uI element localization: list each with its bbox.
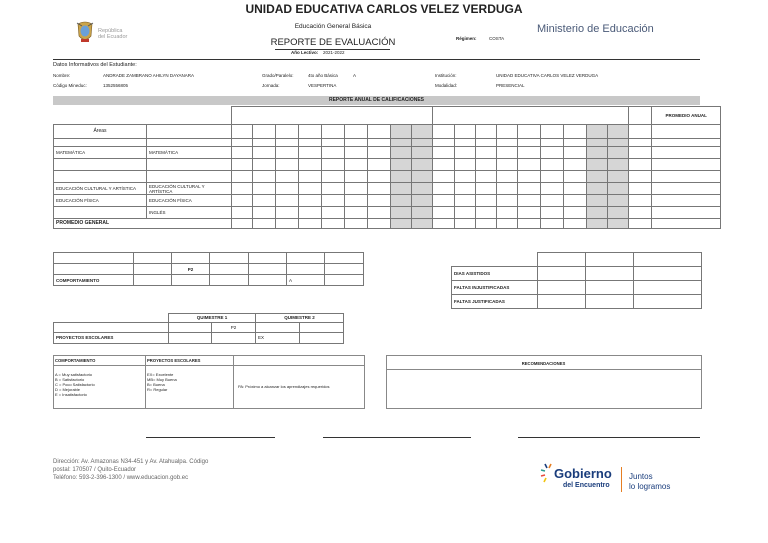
behavior-label: COMPORTAMIENTO: [54, 275, 134, 286]
legend-comp-item: D = Mejorable: [55, 387, 81, 392]
area-cell: [54, 207, 147, 219]
logo-divider: [621, 467, 622, 492]
institution-value: UNIDAD EDUCATIVA CARLOS VELEZ VERDUGA: [496, 73, 599, 78]
legend-proj-item: MB= Muy Buena: [147, 377, 177, 382]
projects-label: PROYECTOS ESCOLARES: [54, 332, 169, 343]
legend-paa: PA: Próximo a alcanzar los aprendizajes requeridos: [238, 384, 330, 389]
subject-cell: EDUCACIÓN FÍSICA: [147, 195, 232, 207]
table-row: [54, 195, 721, 207]
shift-label: Jornada:: [262, 83, 280, 88]
header-rule: [53, 59, 700, 60]
signature-line-2: [323, 437, 471, 438]
subtitle: Educación General Básica: [294, 23, 372, 30]
grade-label: Grado/Paralelo:: [262, 73, 294, 78]
republic-line2: del Ecuador: [98, 34, 128, 40]
grades-header-row-2: [54, 125, 721, 139]
grades-title: REPORTE ANUAL DE CALIFICACIONES: [328, 97, 424, 103]
slogan-line-1: Juntos: [629, 472, 653, 481]
table-row: [54, 147, 721, 159]
grades-table: [53, 106, 721, 229]
legend-comp-item: C = Poco Satisfactorio: [55, 382, 95, 387]
projects-table: [53, 313, 344, 344]
behavior-table: [53, 252, 364, 286]
regimen-value: COSTA: [489, 36, 505, 41]
year-label: Año Lectivo:: [291, 50, 319, 55]
name-value: ANDRADE ZAMBRANO AHILYN DAYANARA: [103, 73, 195, 78]
legend-box: [53, 355, 365, 409]
gobierno-sunburst-icon: [540, 462, 554, 484]
footer-address-2: postal: 170507 / Quito-Ecuador: [53, 467, 137, 473]
legend-proj-item: R= Regular: [147, 387, 168, 392]
subject-cell: MATEMÁTICA: [147, 147, 232, 159]
legend-proj-item: B= Buena: [147, 382, 165, 387]
footer-address-3: Teléfono: 593-2-396-1300 / www.educacion.gob.ec: [53, 475, 189, 481]
parallel-value: A: [353, 73, 357, 78]
modality-label: Modalidad:: [435, 83, 458, 88]
report-title: REPORTE DE EVALUACIÓN: [270, 37, 396, 48]
shift-value: VESPERTINA: [308, 83, 337, 88]
slogan-line-2: lo logramos: [629, 482, 671, 491]
regimen-label: Régimen:: [456, 36, 477, 41]
code-value: 1352556805: [103, 83, 129, 88]
grade-value: 4to año Básica: [308, 73, 338, 78]
dias-asistidos-label: DIAS ASISTIDOS: [452, 266, 538, 280]
behavior-p2: P2: [172, 264, 210, 275]
projects-p2: P2: [212, 322, 256, 332]
promedio-anual-header: PROMEDIO ANUAL: [652, 107, 721, 125]
legend-comp-item: B = Satisfactorio: [55, 377, 85, 382]
attendance-table: [451, 252, 702, 309]
grades-title-bar: [53, 96, 700, 105]
student-section-title: Datos Informativos del Estudiante:: [53, 62, 137, 68]
area-cell: EDUCACIÓN FÍSICA: [54, 195, 147, 207]
signature-line-1: [146, 437, 275, 438]
projects-value: EX: [256, 332, 300, 343]
gobierno-logo-sub: del Encuentro: [563, 482, 610, 489]
table-row: [54, 183, 721, 195]
area-cell: EDUCACIÓN CULTURAL Y ARTÍSTICA: [54, 183, 147, 195]
code-label: Código Mineduc:: [53, 83, 87, 88]
year-value: 2021-2022: [323, 50, 345, 55]
legend-proj-item: EX= Excelente: [147, 372, 174, 377]
name-label: Nombre:: [53, 73, 71, 78]
areas-header: Áreas: [54, 125, 147, 139]
signature-line-3: [518, 437, 700, 438]
faltas-injustificadas-label: FALTAS INJUSTIFICADAS: [452, 280, 538, 294]
behavior-value: A: [287, 275, 325, 286]
legend-comp-item: A = Muy satisfactorio: [55, 372, 93, 377]
footer-address-1: Dirección: Av. Amazonas N34-451 y Av. Atahualpa. Código: [53, 459, 209, 465]
quimestre-1-header: QUIMESTRE 1: [169, 314, 256, 323]
area-cell: MATEMÁTICA: [54, 147, 147, 159]
republic-line1: República: [98, 28, 123, 34]
page-title: UNIDAD EDUCATIVA CARLOS VELEZ VERDUGA: [245, 2, 523, 16]
institution-label: Institución:: [435, 73, 457, 78]
gobierno-logo-text: Gobierno: [554, 466, 612, 481]
faltas-justificadas-label: FALTAS JUSTIFICADAS: [452, 294, 538, 308]
promedio-general-row: [54, 219, 721, 229]
subject-cell: EDUCACIÓN CULTURAL Y ARTÍSTICA: [147, 183, 232, 195]
legend-comp-title: COMPORTAMIENTO: [55, 358, 96, 363]
subject-cell: INGLÉS: [147, 207, 232, 219]
table-row: [54, 207, 721, 219]
grades-header-row-1: [54, 107, 721, 125]
recommendations-title: RECOMENDACIONES: [521, 361, 566, 366]
promedio-general-label: PROMEDIO GENERAL: [54, 219, 232, 229]
legend-comp-item: E = Insatisfactorio: [55, 392, 87, 397]
modality-value: PRESENCIAL: [496, 83, 525, 88]
ministry-logo: Ministerio de Educación: [537, 23, 654, 35]
legend-proj-title: PROYECTOS ESCOLARES: [147, 358, 201, 363]
quimestre-2-header: QUIMESTRE 2: [256, 314, 344, 323]
